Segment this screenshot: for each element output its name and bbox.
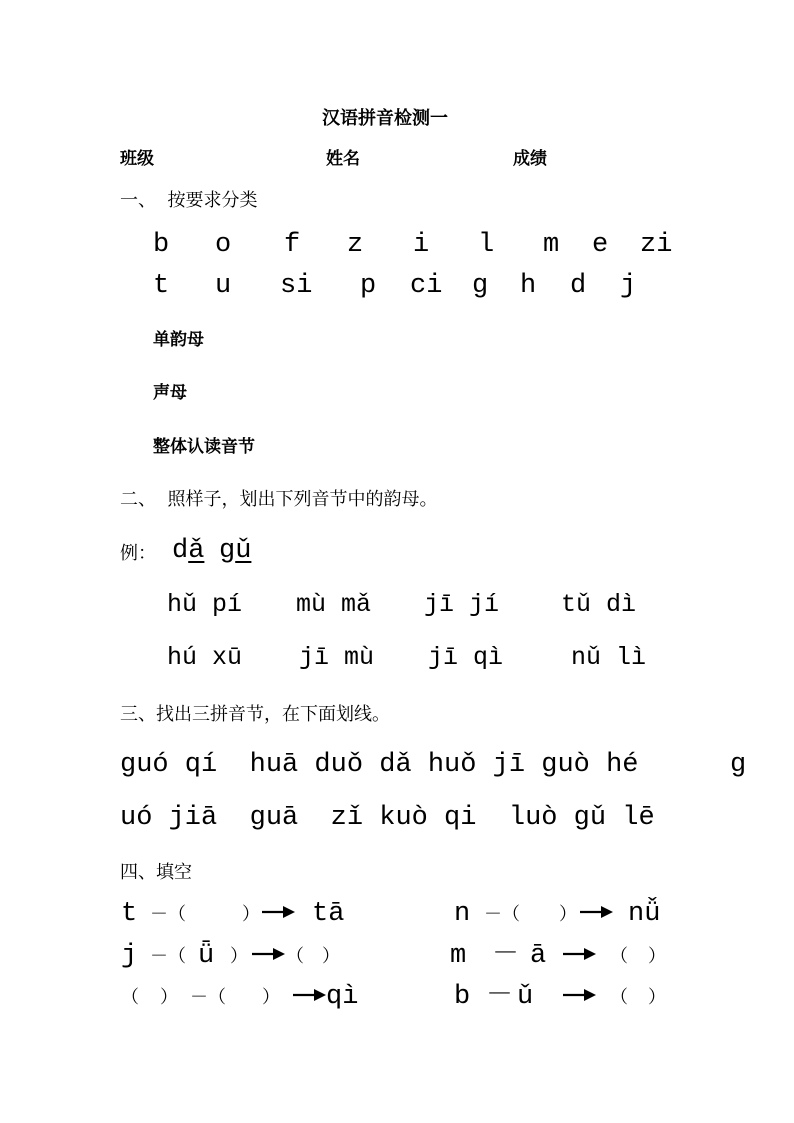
example-initial: g — [219, 536, 236, 566]
letter: g — [472, 271, 489, 301]
right-arrow-icon — [252, 947, 286, 961]
section-3-line-1: guó qí huā duǒ dǎ huǒ jī guò hé — [120, 750, 639, 780]
right-arrow-icon — [563, 988, 597, 1002]
letter: m — [543, 230, 560, 260]
word: hú xū — [167, 643, 243, 672]
paren-open: （ — [610, 946, 628, 967]
letter: e — [592, 230, 609, 260]
letter: u — [215, 271, 232, 301]
fill-final: ā — [530, 941, 547, 971]
letter: ci — [410, 271, 443, 301]
right-arrow-icon — [580, 905, 614, 919]
example-final-underlined: ǔ — [235, 536, 252, 566]
word: mù mǎ — [296, 590, 372, 619]
example-syllable-1 — [172, 538, 204, 565]
letter: p — [360, 271, 377, 301]
paren-close: ） — [230, 946, 248, 967]
letter: j — [620, 271, 637, 301]
word: tǔ dì — [561, 590, 637, 619]
paren-close: ） — [160, 987, 178, 1008]
section-1-title: 一、 按要求分类 — [120, 190, 258, 211]
fill-final: ǔ — [517, 982, 534, 1012]
fill-result: qì — [326, 982, 359, 1012]
category-initials: 声母 — [153, 383, 187, 403]
right-arrow-icon — [293, 988, 327, 1002]
letter: zi — [640, 230, 673, 260]
fill-result: tā — [312, 899, 345, 929]
section-3-line-2: uó jiā guā zǐ kuò qi luò gǔ lē — [120, 803, 655, 833]
paren-open: （ — [286, 946, 304, 967]
section-3-title: 三、找出三拼音节，在下面划线。 — [120, 704, 390, 725]
letter: t — [153, 271, 170, 301]
paren-open: （ — [610, 987, 628, 1008]
paren-close: ） — [262, 987, 280, 1008]
example-initial: d — [172, 536, 189, 566]
letter: si — [280, 271, 313, 301]
minus-sign: － — [486, 982, 513, 1012]
page-title: 汉语拼音检测一 — [322, 108, 448, 129]
paren-close: ） — [559, 904, 577, 925]
name-label: 姓名 — [326, 149, 360, 169]
fill-result: nǚ — [628, 899, 661, 929]
fill-initial: m — [450, 941, 467, 971]
word: nǔ lì — [571, 643, 647, 672]
minus-paren-open: －（ — [150, 904, 186, 925]
fill-initial: j — [121, 941, 138, 971]
fill-final: ǖ — [198, 941, 215, 971]
right-arrow-icon — [262, 905, 296, 919]
example-final-underlined: ǎ — [188, 536, 205, 566]
minus-sign: － — [492, 941, 519, 971]
letter: d — [570, 271, 587, 301]
word: jī qì — [428, 643, 504, 672]
letter: z — [347, 230, 364, 260]
fill-initial: t — [121, 899, 138, 929]
paren-close: ） — [322, 946, 340, 967]
category-single-finals: 单韵母 — [153, 330, 204, 350]
fill-initial: n — [454, 899, 471, 929]
word: jī jí — [424, 590, 500, 619]
letter: b — [153, 230, 170, 260]
minus-paren-open: －（ — [484, 904, 520, 925]
section-3-line-1-end: g — [730, 750, 747, 780]
minus-paren-open: －（ — [150, 946, 186, 967]
paren-close: ） — [242, 904, 260, 925]
section-2-title: 二、 照样子，划出下列音节中的韵母。 — [120, 489, 438, 510]
score-label: 成绩 — [513, 149, 547, 169]
paren-open: （ — [121, 987, 139, 1008]
word: hǔ pí — [167, 590, 243, 619]
paren-close: ） — [648, 987, 666, 1008]
section-4-title: 四、填空 — [120, 862, 192, 883]
example-syllable-2 — [219, 538, 251, 565]
category-whole-syllables: 整体认读音节 — [153, 437, 255, 457]
word: jī mù — [299, 643, 375, 672]
example-label: 例： — [120, 543, 156, 564]
letter: l — [478, 230, 495, 260]
letter: f — [284, 230, 301, 260]
class-label: 班级 — [120, 149, 154, 169]
letter: o — [215, 230, 232, 260]
fill-initial: b — [454, 982, 471, 1012]
paren-close: ） — [648, 946, 666, 967]
minus-paren-open: －（ — [190, 987, 226, 1008]
right-arrow-icon — [563, 947, 597, 961]
letter: h — [520, 271, 537, 301]
letter: i — [413, 230, 430, 260]
